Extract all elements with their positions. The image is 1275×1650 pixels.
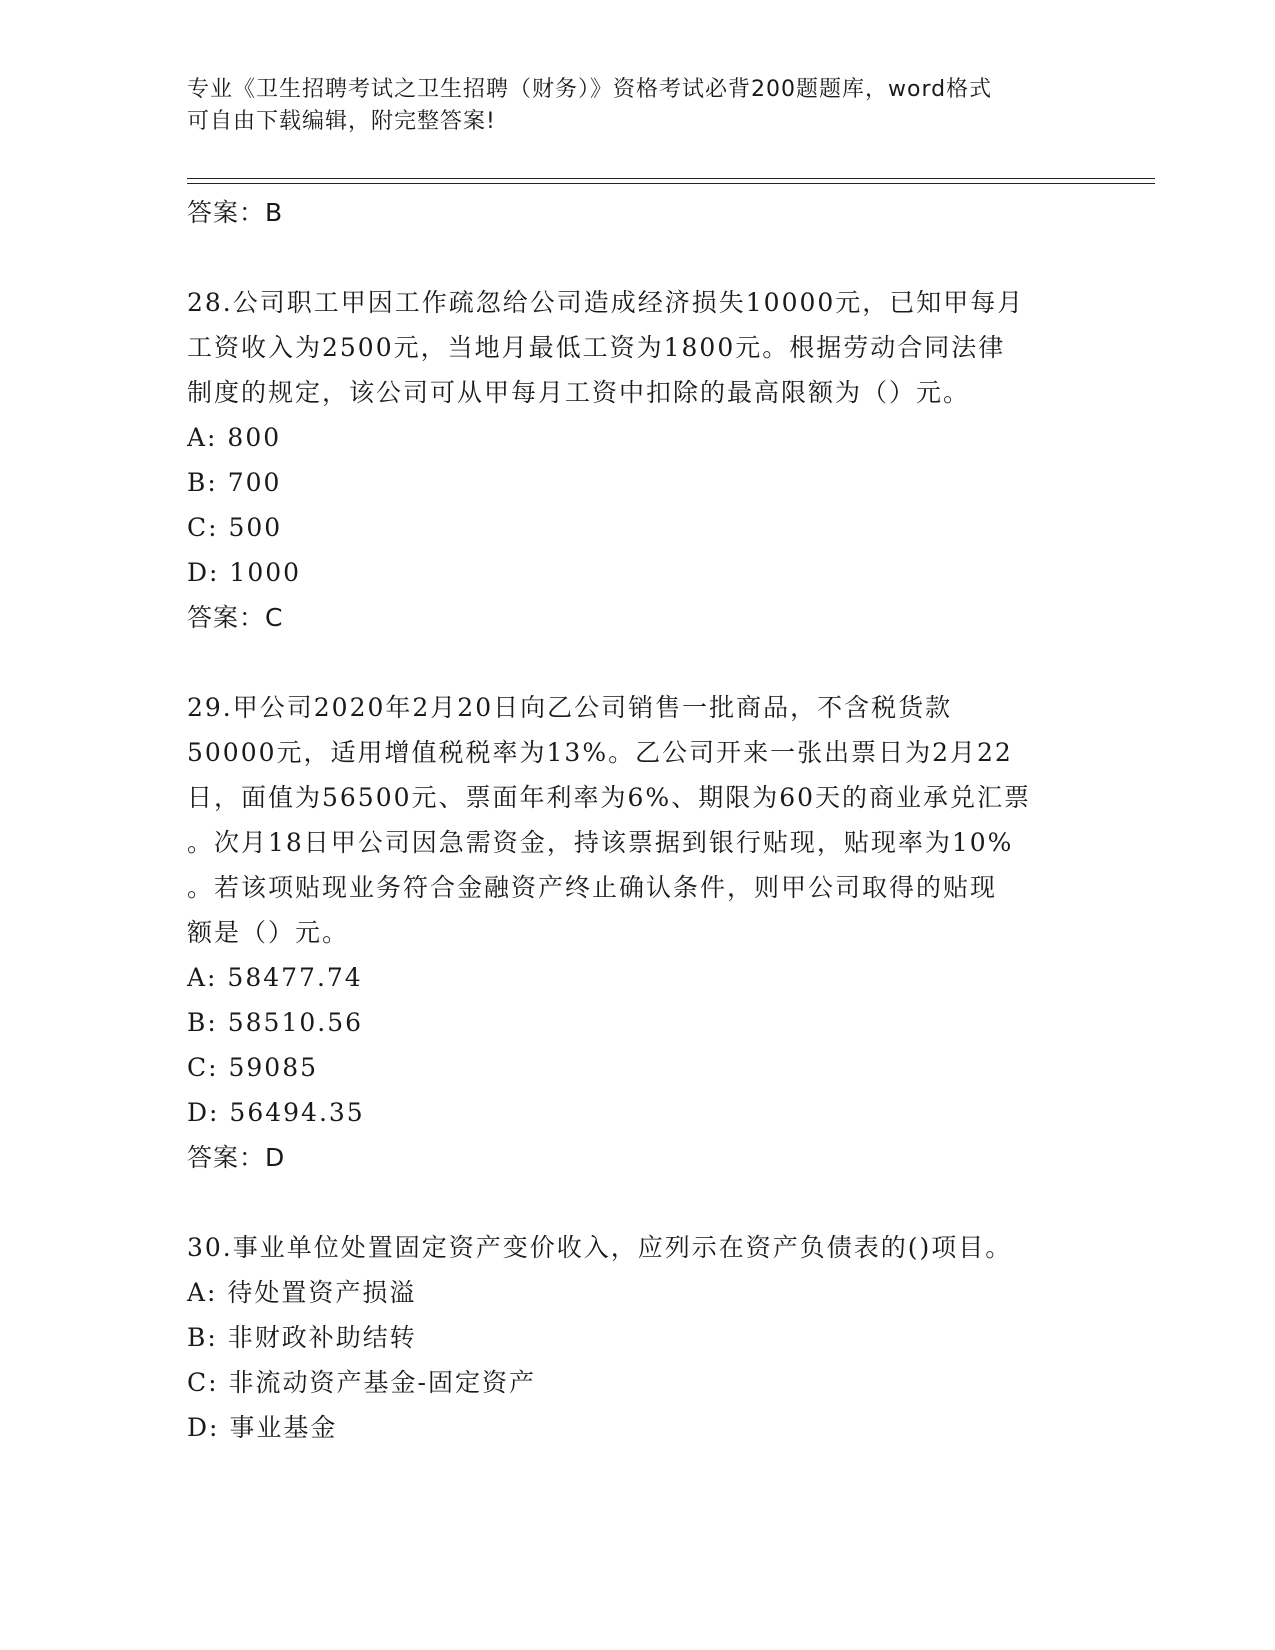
question-line: 29.甲公司2020年2月20日向乙公司销售一批商品，不含税货款	[187, 693, 953, 722]
question-text	[187, 1225, 1087, 1270]
option-c: C: 500	[187, 513, 283, 542]
option-b: B: 非财政补助结转	[187, 1323, 417, 1352]
question-line: 制度的规定，该公司可从甲每月工资中扣除的最高限额为（）元。	[187, 378, 971, 407]
question-29	[187, 685, 1087, 1181]
question-text	[187, 685, 1087, 955]
option-d: D: 事业基金	[187, 1413, 338, 1442]
answer: 答案：D	[187, 1143, 286, 1172]
question-line: 28.公司职工甲因工作疏忽给公司造成经济损失10000元，已知甲每月	[187, 288, 1025, 317]
question-30	[187, 1225, 1087, 1450]
header-line-2: 可自由下载编辑，附完整答案!	[187, 109, 496, 134]
option-a: A: 800	[187, 423, 282, 452]
question-line: 日，面值为56500元、票面年利率为6%、期限为60天的商业承兑汇票	[187, 783, 1032, 812]
option-d: D: 1000	[187, 558, 302, 587]
option-b: B: 58510.56	[187, 1008, 364, 1037]
option-a: A: 待处置资产损溢	[187, 1278, 417, 1307]
question-line: 。若该项贴现业务符合金融资产终止确认条件，则甲公司取得的贴现	[187, 873, 998, 902]
question-text	[187, 280, 1087, 415]
question-line: 。次月18日甲公司因急需资金，持该票据到银行贴现，贴现率为10%	[187, 828, 1014, 857]
spacer	[187, 641, 1087, 685]
header-divider-top	[187, 178, 1155, 179]
header-line-1: 专业《卫生招聘考试之卫生招聘（财务）》资格考试必背200题题库，word格式	[187, 77, 993, 102]
document-header	[187, 74, 1067, 138]
spacer	[187, 236, 1087, 280]
previous-answer: 答案：B	[187, 198, 284, 227]
header-divider-bottom	[187, 183, 1155, 184]
question-line: 额是（）元。	[187, 918, 350, 947]
answer: 答案：C	[187, 603, 284, 632]
option-c: C: 非流动资产基金-固定资产	[187, 1368, 536, 1397]
option-c: C: 59085	[187, 1053, 319, 1082]
question-28	[187, 280, 1087, 641]
question-line: 工资收入为2500元，当地月最低工资为1800元。根据劳动合同法律	[187, 333, 1006, 362]
document-body	[187, 190, 1087, 1450]
option-d: D: 56494.35	[187, 1098, 365, 1127]
question-line: 30.事业单位处置固定资产变价收入，应列示在资产负债表的()项目。	[187, 1233, 1013, 1262]
option-a: A: 58477.74	[187, 963, 363, 992]
option-b: B: 700	[187, 468, 282, 497]
question-line: 50000元，适用增值税税率为13%。乙公司开来一张出票日为2月22	[187, 738, 1013, 767]
spacer	[187, 1181, 1087, 1225]
